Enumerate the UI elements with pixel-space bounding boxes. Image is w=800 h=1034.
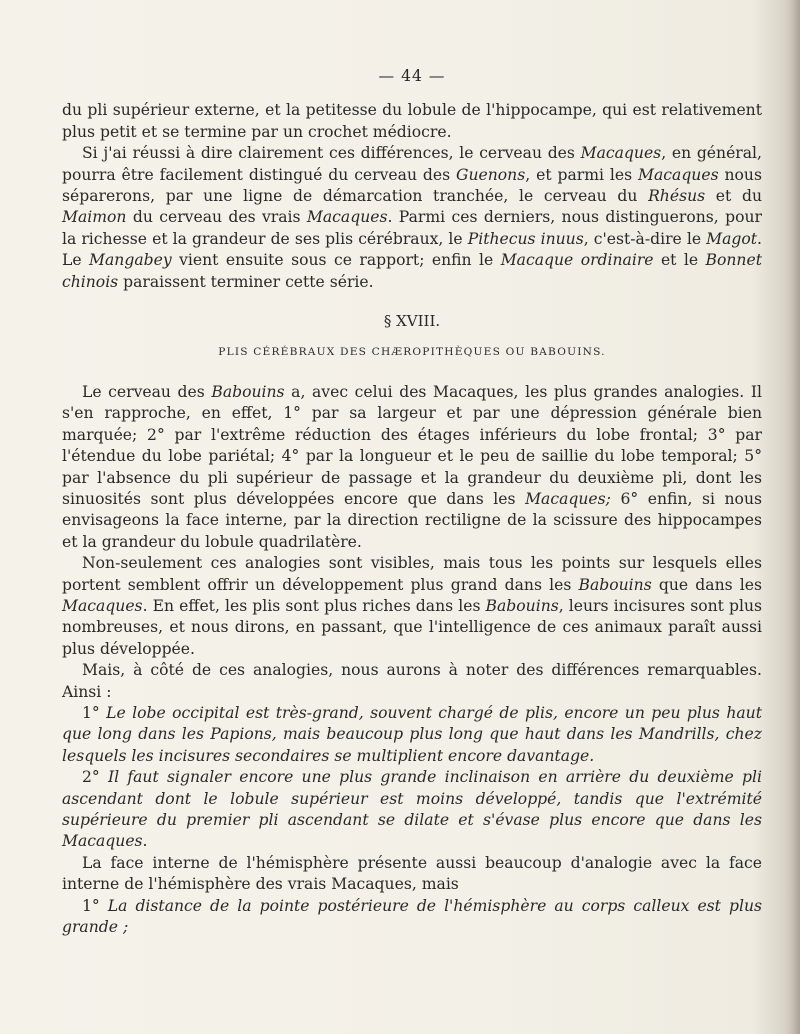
p2-run-8: et du bbox=[705, 187, 763, 206]
p7-run-1: Il faut signaler encore une plus grande inclinaison en arrière du deuxième pli ascendant dont le lobule supérieur est moins développé, tandis que l'extrémité supérieure du premier pli ascendant se dilate et s'évase plus encore que dans les Macaques. bbox=[62, 768, 762, 851]
p5-run-0: Mais, à côté de ces analogies, nous aurons à noter des différences remarquables. Ainsi : bbox=[62, 661, 762, 701]
p4-run-1: Babouins bbox=[578, 575, 652, 594]
p2-run-10: du cerveau des vrais bbox=[126, 208, 307, 227]
p4-run-2: que dans les bbox=[651, 575, 762, 594]
p2-run-18: vient ensuite sous ce rapport; enfin le bbox=[171, 251, 501, 270]
p4-run-0: Non-seulement ces analogies sont visibles, mais tous les points sur lesquels elles portent semblent offrir un développement plus grand dans les bbox=[62, 554, 762, 594]
p2-run-16: . Le bbox=[62, 229, 762, 270]
p2-run-14: , c'est-à-dire le bbox=[583, 229, 707, 248]
p3-run-3: Macaques; bbox=[525, 489, 611, 508]
p4-run-3: Macaques bbox=[62, 596, 143, 615]
paragraph-8 bbox=[62, 853, 762, 896]
p4-run-5: Babouins bbox=[485, 596, 559, 615]
p2-run-12: . Parmi ces derniers, nous distinguerons, pour la richesse et la grandeur de ses plis cérébraux, le bbox=[62, 208, 762, 248]
p9-run-0: 1° bbox=[82, 896, 108, 915]
paragraph-2 bbox=[62, 143, 762, 293]
p7-run-0: 2° bbox=[82, 768, 108, 787]
p6-run-0: 1° bbox=[82, 703, 107, 722]
p2-run-11: Macaques bbox=[306, 208, 388, 227]
p2-run-15: Magot bbox=[706, 229, 758, 248]
p2-run-9: Maimon bbox=[62, 208, 127, 227]
paragraph-6 bbox=[62, 703, 762, 767]
paragraph-5 bbox=[62, 660, 762, 703]
page-edge bbox=[790, 0, 800, 1034]
p2-run-20: et le bbox=[653, 251, 706, 270]
p2-run-13: Pithecus inuus bbox=[467, 229, 584, 248]
paragraph-7 bbox=[62, 767, 762, 853]
p3-run-2: a, avec celui des Macaques, les plus grandes analogies. Il s'en rapproche, en effet, 1° par sa largeur et par une dépression générale bien marquée; 2° par l'extrême réduction des étages inférieurs du lobe frontal; 3° par l'étendue du lobe pariétal; 4° par la longueur et le peu de saillie du lobe temporal; 5° par l'absence du pli supérieur de passage et la grandeur du deuxième pli, dont les sinuosités sont plus développées encore que dans les bbox=[62, 382, 762, 508]
p2-run-7: Rhésus bbox=[648, 187, 706, 206]
p2-run-4: , et parmi les bbox=[525, 165, 639, 184]
paragraph-9 bbox=[62, 896, 762, 939]
p2-run-17: Mangabey bbox=[89, 251, 172, 270]
p3-run-0: Le cerveau des bbox=[82, 382, 212, 401]
p2-run-0: Si j'ai réussi à dire clairement ces différences, le cerveau des bbox=[82, 144, 581, 163]
p3-run-1: Babouins bbox=[211, 382, 285, 401]
text-block bbox=[62, 66, 762, 938]
p1-run-0: du pli supérieur externe, et la petitesse du lobule de l'hippocampe, qui est relativement plus petit et se termine par un crochet médiocre. bbox=[62, 101, 762, 141]
p2-run-19: Macaque ordinaire bbox=[500, 251, 654, 270]
p4-run-6: , leurs incisures sont plus nombreuses, et nous dirons, en passant, que l'intelligence de ces animaux paraît aussi plus développée. bbox=[62, 596, 762, 658]
p2-run-3: Guenons bbox=[456, 165, 526, 184]
paragraph-4 bbox=[62, 553, 762, 660]
p2-run-22: paraissent terminer cette série. bbox=[118, 272, 374, 291]
p9-run-1: La distance de la pointe postérieure de l'hémisphère au corps calleux est plus grande ; bbox=[62, 896, 762, 937]
paragraph-1 bbox=[62, 100, 762, 143]
p8-run-0: La face interne de l'hémisphère présente aussi beaucoup d'analogie avec la face interne de l'hémisphère des vrais Macaques, mais bbox=[62, 853, 762, 894]
p6-run-1: Le lobe occipital est très-grand, souvent chargé de plis, encore un peu plus haut que long dans les Papions, mais beaucoup plus long que haut dans les Mandrills, chez lesquels les incisures secondaires se multiplient encore davantage. bbox=[62, 703, 762, 765]
p2-run-6: nous séparerons, par une ligne de démarcation tranchée, le cerveau du bbox=[62, 165, 762, 206]
p2-run-2: , en général, pourra être facilement distingué du cerveau des bbox=[62, 144, 763, 184]
paragraph-3 bbox=[62, 382, 762, 553]
p4-run-4: . En effet, les plis sont plus riches dans les bbox=[142, 596, 486, 615]
p3-run-4: 6° enfin, si nous envisageons la face interne, par la direction rectiligne de la scissure des hippocampes et la grandeur du lobule quadrilatère. bbox=[62, 489, 762, 551]
section-title: PLIS CÉRÉBRAUX DES CHÆROPITHÈQUES OU BABOUINS. bbox=[218, 346, 606, 359]
p2-run-1: Macaques bbox=[580, 144, 662, 163]
section-number: § XVIII. bbox=[383, 312, 441, 331]
p2-run-21: Bonnet chinois bbox=[62, 251, 762, 291]
p2-run-5: Macaques bbox=[638, 165, 719, 184]
page-number: — 44 — bbox=[378, 67, 446, 85]
